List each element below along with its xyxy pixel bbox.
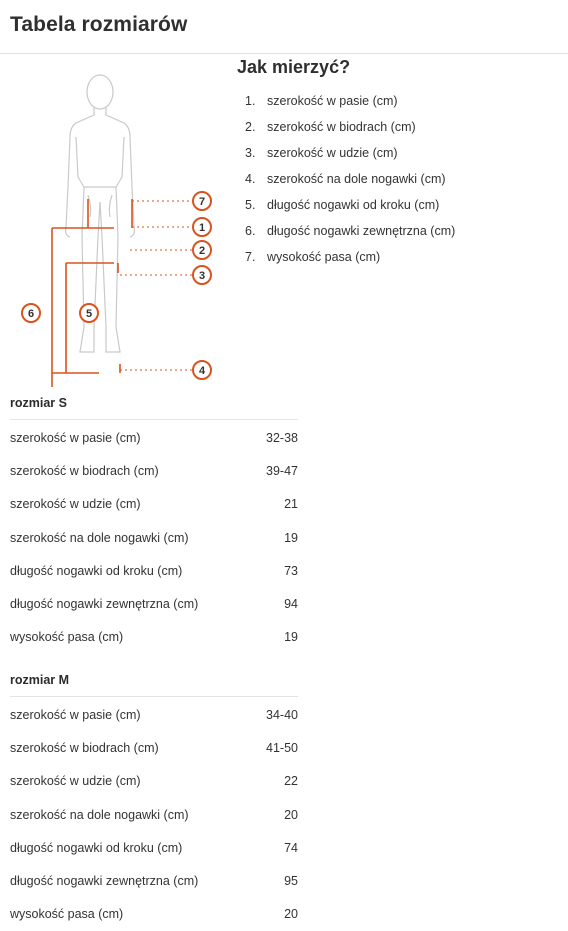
row-value: 95 [284,874,298,889]
leader-lines [120,201,194,370]
item-number: 1. [245,94,256,108]
table-row [10,831,298,864]
marker-1-label: 1 [198,222,206,234]
table-row [10,621,298,654]
item-number: 3. [245,146,256,160]
marker-6 [22,304,40,322]
marker-5 [80,304,98,322]
measurement-item [237,197,557,223]
marker-7-label: 7 [198,196,206,208]
marker-2-label: 2 [198,245,206,257]
item-number: 4. [245,172,256,186]
item-label: szerokość w biodrach (cm) [267,120,416,134]
row-label: szerokość na dole nogawki (cm) [10,807,189,822]
marker-6-label: 6 [27,308,35,320]
row-value: 19 [284,630,298,645]
measurement-item [237,119,557,145]
measurement-item [237,249,557,275]
item-number: 2. [245,120,256,134]
how-to-measure-title: Jak mierzyć? [237,57,351,77]
row-value: 20 [284,807,298,822]
row-label: szerokość na dole nogawki (cm) [10,530,189,545]
table-row [10,421,298,454]
measurement-item [237,171,557,197]
size-table-m [10,673,298,931]
item-label: wysokość pasa (cm) [267,250,381,264]
marker-5-label: 5 [85,308,93,320]
item-label: długość nogawki od kroku (cm) [267,198,440,212]
row-label: szerokość w pasie (cm) [10,707,141,722]
row-value: 20 [284,907,298,922]
table-row [10,488,298,521]
marker-4-label: 4 [198,365,206,377]
measurement-item [237,93,557,119]
marker-3 [193,266,211,284]
row-value: 73 [284,563,298,578]
marker-2 [193,241,211,259]
size-title: rozmiar M [10,673,298,697]
table-row [10,587,298,620]
item-label: długość nogawki zewnętrzna (cm) [267,224,456,238]
row-value: 94 [284,597,298,612]
item-label: szerokość w pasie (cm) [267,94,398,108]
row-value: 41-50 [266,740,298,755]
item-label: szerokość w udzie (cm) [267,146,398,160]
row-value: 32-38 [266,430,298,445]
row-label: długość nogawki od kroku (cm) [10,563,183,578]
body-outline [66,75,135,352]
row-label: długość nogawki od kroku (cm) [10,840,183,855]
row-value: 21 [284,497,298,512]
measurement-item [237,223,557,249]
body-outline-illustration [14,67,224,377]
row-label: długość nogawki zewnętrzna (cm) [10,597,199,612]
size-title: rozmiar S [10,396,298,420]
row-label: długość nogawki zewnętrzna (cm) [10,874,199,889]
measurement-list [237,93,557,275]
table-row [10,521,298,554]
row-label: szerokość w biodrach (cm) [10,740,159,755]
table-row [10,765,298,798]
marker-4 [193,361,211,379]
table-row [10,554,298,587]
row-label: szerokość w udzie (cm) [10,497,141,512]
item-number: 5. [245,198,256,212]
row-label: wysokość pasa (cm) [10,907,124,922]
table-row [10,454,298,487]
table-row [10,798,298,831]
table-row [10,864,298,897]
measurement-lines [52,199,132,387]
marker-3-label: 3 [198,270,206,282]
row-value: 74 [284,840,298,855]
marker-1 [193,218,211,236]
item-number: 7. [245,250,256,264]
size-table-s [10,396,298,654]
row-label: wysokość pasa (cm) [10,630,124,645]
row-value: 34-40 [266,707,298,722]
table-row [10,698,298,731]
page-title: Tabela rozmiarów [10,13,188,36]
how-to-measure-panel [237,57,557,275]
item-number: 6. [245,224,256,238]
row-label: szerokość w pasie (cm) [10,430,141,445]
marker-7 [193,192,211,210]
row-value: 22 [284,774,298,789]
row-value: 19 [284,530,298,545]
item-label: szerokość na dole nogawki (cm) [267,172,446,186]
table-row [10,731,298,764]
how-to-measure-section [0,54,568,377]
page-header [0,0,568,54]
row-value: 39-47 [266,463,298,478]
measurement-figure [14,67,224,377]
row-label: szerokość w biodrach (cm) [10,463,159,478]
table-row [10,898,298,931]
measurement-item [237,145,557,171]
row-label: szerokość w udzie (cm) [10,774,141,789]
